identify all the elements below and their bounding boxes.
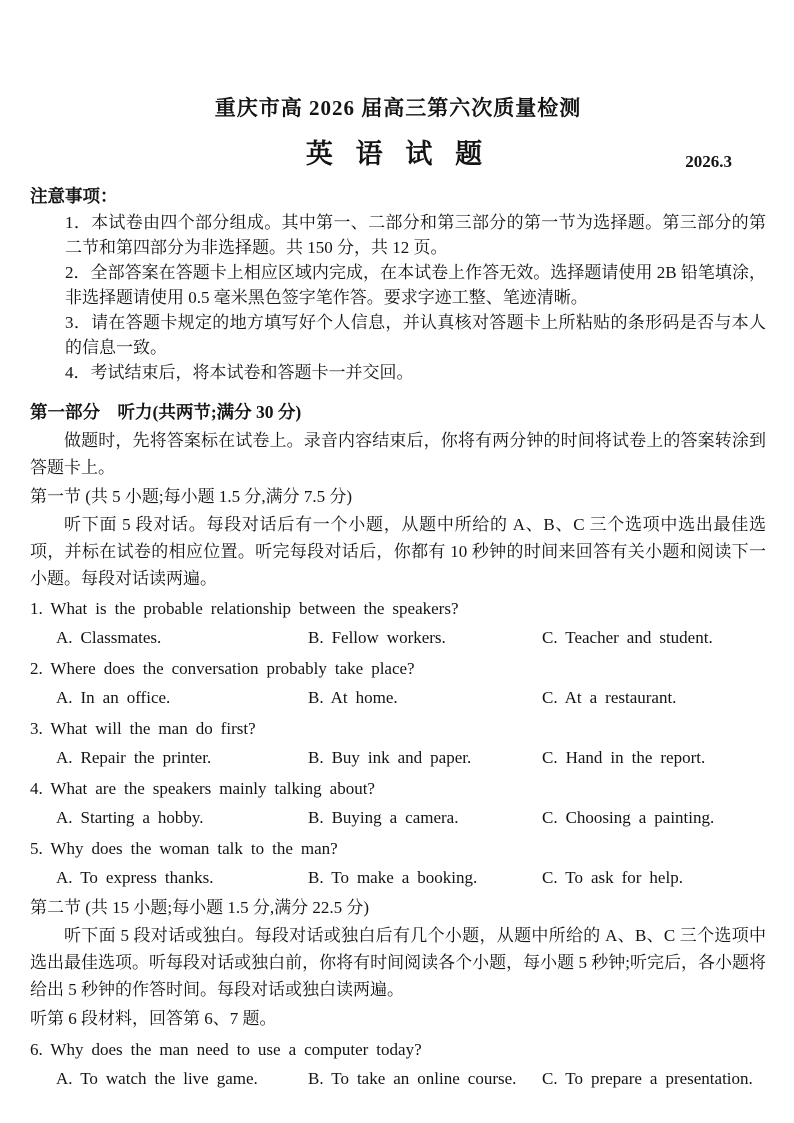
subject-title: 英 语 试 题 [305,139,491,169]
question-6-option-a: A. To watch the live game. [56,1069,258,1088]
material-note-6: 听第 6 段材料，回答第 6、7 题。 [30,1009,277,1028]
question-6-text: 6. Why does the man need to use a computer today? [30,1040,422,1059]
question-2-option-c: C. At a restaurant. [542,688,677,707]
question-1-option-c: C. Teacher and student. [542,628,713,647]
question-3-option-c: C. Hand in the report. [542,748,706,767]
notice-list [30,210,766,385]
question-5-option-c: C. To ask for help. [542,868,683,887]
question-3-option-a: A. Repair the printer. [56,748,212,767]
question-2 [30,654,766,712]
question-3-options [56,743,766,772]
notice-item-2: 2．全部答案在答题卡上相应区域内完成，在本试卷上作答无效。选择题请使用 2B 铅笔填涂，非选择题请使用 0.5 毫米黑色签字笔作答。要求字迹工整、笔迹清晰。 [65,263,766,307]
notice-heading: 注意事项： [30,186,118,206]
part1-heading: 第一部分 听力(共两节;满分 30 分) [30,402,302,422]
question-6-option-b: B. To take an online course. [308,1069,517,1088]
question-4 [30,774,766,832]
notice-item-4: 4．考试结束后，将本试卷和答题卡一并交回。 [65,363,414,382]
question-4-text: 4. What are the speakers mainly talking about? [30,779,375,798]
question-5-text: 5. Why does the woman talk to the man? [30,839,338,858]
question-1-option-b: B. Fellow workers. [308,628,446,647]
section2-instructions: 听下面 5 段对话或独白。每段对话或独白后有几个小题，从题中所给的 A、B、C 三个选项中选出最佳选项。听每段对话或独白前，你将有时间阅读各个小题，每小题 5 秒钟;听完后，各小题将给出 5 秒钟的作答时间。每段对话或独白读两遍。 [30,926,766,999]
question-6-option-c: C. To prepare a presentation. [542,1069,753,1088]
question-6-options [56,1064,766,1093]
question-5-options [56,863,766,892]
section1-instructions: 听下面 5 段对话。每段对话后有一个小题，从题中所给的 A、B、C 三个选项中选出最佳选项，并标在试卷的相应位置。听完每段对话后，你都有 10 秒钟的时间来回答有关小题和阅读下一小题。每段对话读两遍。 [30,515,766,588]
part1-intro: 做题时，先将答案标在试卷上。录音内容结束后，你将有两分钟的时间将试卷上的答案转涂到答题卡上。 [30,431,766,477]
question-3 [30,714,766,772]
question-1-options [56,623,766,652]
question-4-option-a: A. Starting a hobby. [56,808,204,827]
question-4-option-b: B. Buying a camera. [308,808,459,827]
notice-item-3: 3．请在答题卡规定的地方填写好个人信息，并认真核对答题卡上所粘贴的条形码是否与本人的信息一致。 [65,313,766,357]
question-3-text: 3. What will the man do first? [30,719,256,738]
question-4-options [56,803,766,832]
question-1-option-a: A. Classmates. [56,628,162,647]
question-5-option-a: A. To express thanks. [56,868,214,887]
question-2-option-a: A. In an office. [56,688,171,707]
question-4-option-c: C. Choosing a painting. [542,808,715,827]
question-3-option-b: B. Buy ink and paper. [308,748,472,767]
question-1 [30,594,766,652]
question-2-text: 2. Where does the conversation probably take place? [30,659,415,678]
question-2-options [56,683,766,712]
question-2-option-b: B. At home. [308,688,398,707]
question-5-option-b: B. To make a booking. [308,868,478,887]
section2-heading: 第二节 (共 15 小题;每小题 1.5 分,满分 22.5 分) [30,898,370,917]
exam-date: 2026.3 [685,152,732,171]
question-1-text: 1. What is the probable relationship between the speakers? [30,599,459,618]
subject-row [30,134,766,174]
question-6 [30,1035,766,1093]
question-5 [30,834,766,892]
notice-item-1: 1．本试卷由四个部分组成。其中第一、二部分和第三部分的第一节为选择题。第三部分的第二节和第四部分为非选择题。共 150 分，共 12 页。 [65,213,766,257]
section1-heading: 第一节 (共 5 小题;每小题 1.5 分,满分 7.5 分) [30,487,353,506]
exam-title: 重庆市高 2026 届高三第六次质量检测 [214,96,582,120]
